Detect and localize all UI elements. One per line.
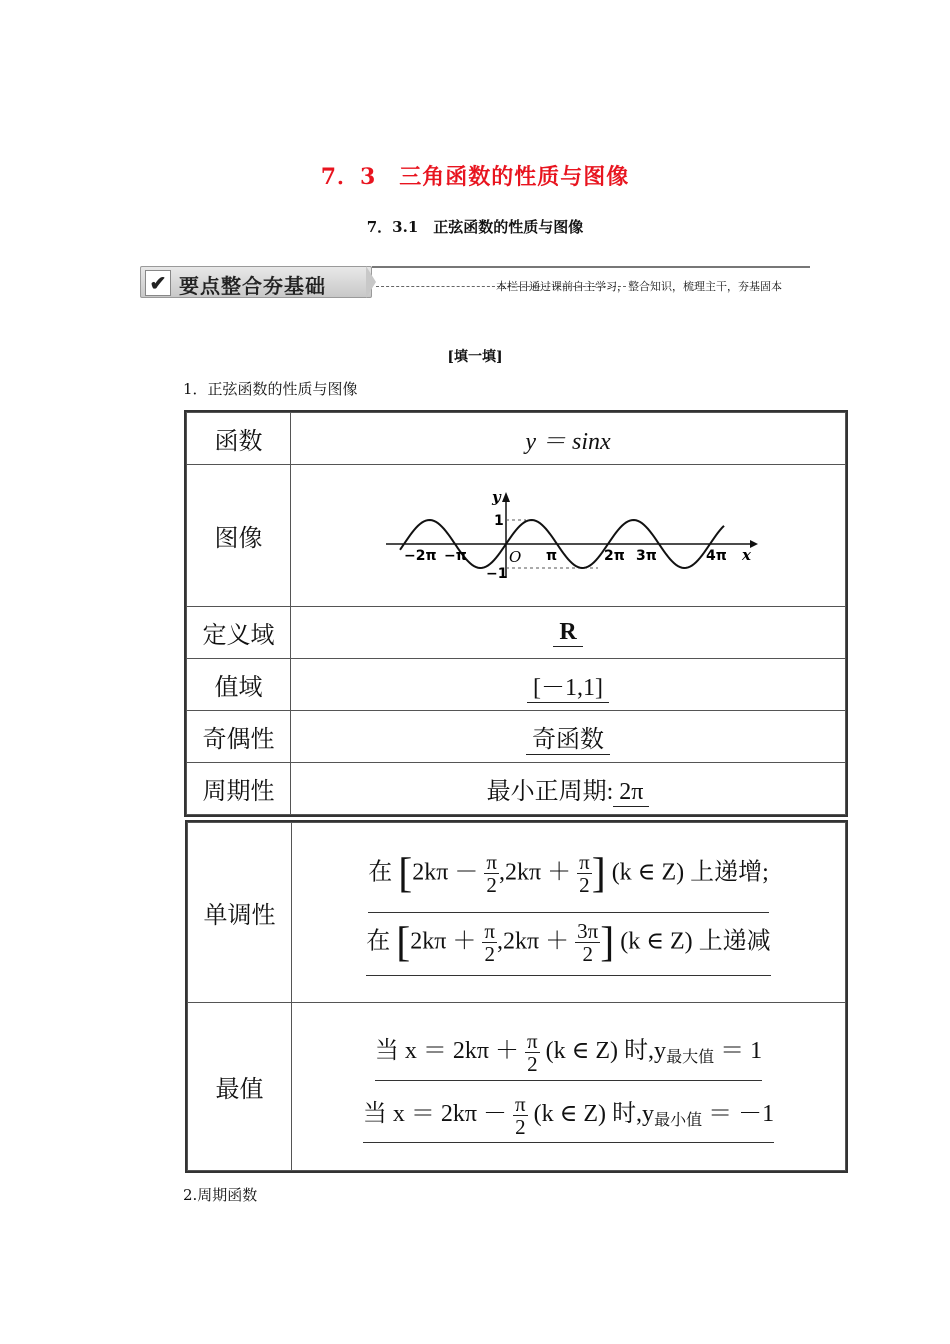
section-banner xyxy=(140,266,810,300)
row-label: 定义域 xyxy=(187,607,291,659)
section-heading-1: 1．正弦函数的性质与图像 xyxy=(183,380,358,398)
domain-value: R xyxy=(291,607,846,659)
extrema-value xyxy=(292,1003,846,1171)
x-axis-label: x xyxy=(742,545,751,564)
increasing-interval: 在 [2kπ － $\frac{\pi}{2}$ ,2kπ ＋ $\frac{\pi}{2}$ ] (k ∈ Z) 上递增; xyxy=(368,850,769,913)
function-value: y ＝ sinx xyxy=(291,413,846,465)
row-label: 奇偶性 xyxy=(187,711,291,763)
tick-4pi: 4π xyxy=(706,547,727,564)
row-label: 最值 xyxy=(188,1003,292,1171)
y-tick-1: 1 xyxy=(494,512,504,529)
min-condition: 当 x ＝ 2kπ － $\frac{\pi}{2}$ (k ∈ Z) 时$,y_{最小值} = -1$ xyxy=(363,1093,774,1143)
period-value: 最小正周期: 2π xyxy=(291,763,846,815)
section-heading-2: 2.周期函数 xyxy=(183,1186,258,1204)
range-value: [－1,1] xyxy=(291,659,846,711)
tick-minus-2pi: −2π xyxy=(404,547,437,564)
y-tick-minus-1: −1 xyxy=(486,565,508,582)
sine-properties-table-continued xyxy=(187,822,846,1171)
table-row xyxy=(187,763,846,815)
table-row xyxy=(188,823,846,1003)
x-axis-arrow xyxy=(750,540,758,548)
origin-label: O xyxy=(509,547,522,566)
monotonicity-value xyxy=(292,823,846,1003)
decreasing-interval: 在 [2kπ ＋ $\frac{\pi}{2}$ ,2kπ ＋ $\frac{3\pi}{2}$ ] (k ∈ Z) 上递减 xyxy=(366,919,770,976)
tick-minus-pi: −π xyxy=(444,547,467,564)
banner-box xyxy=(140,266,372,298)
check-icon: ✔ xyxy=(145,270,171,296)
tick-2pi: 2π xyxy=(604,547,625,564)
y-axis-label: y xyxy=(492,487,501,506)
table-row xyxy=(187,465,846,607)
banner-arrow xyxy=(366,266,376,298)
row-label: 周期性 xyxy=(187,763,291,815)
fill-in-heading: [填一填] xyxy=(447,349,503,365)
y-axis-arrow xyxy=(502,492,510,502)
max-condition: 当 x ＝ 2kπ ＋ $\frac{\pi}{2}$ (k ∈ Z) 时$,y_{最大值} = 1$ xyxy=(375,1030,762,1080)
chapter-title: 7．3 三角函数的性质与图像 xyxy=(320,164,630,190)
section-title: 7．3.1 正弦函数的性质与图像 xyxy=(366,218,584,236)
row-label: 函数 xyxy=(187,413,291,465)
parity-value: 奇函数 xyxy=(291,711,846,763)
row-label: 图像 xyxy=(187,465,291,607)
row-label: 值域 xyxy=(187,659,291,711)
row-label: 单调性 xyxy=(188,823,292,1003)
banner-note: 本栏目通过课前自主学习，整合知识，梳理主干，夯基固本 xyxy=(496,280,782,293)
tick-pi: π xyxy=(546,547,558,564)
graph-cell xyxy=(291,465,846,607)
table-row xyxy=(187,659,846,711)
table-row xyxy=(187,607,846,659)
sine-properties-table xyxy=(186,412,846,815)
banner-rule xyxy=(372,266,810,268)
banner-label: 要点整合夯基础 xyxy=(179,274,326,298)
table-row xyxy=(187,711,846,763)
tick-3pi: 3π xyxy=(636,547,657,564)
table-row xyxy=(187,413,846,465)
sine-graph xyxy=(378,486,758,586)
table-row xyxy=(188,1003,846,1171)
